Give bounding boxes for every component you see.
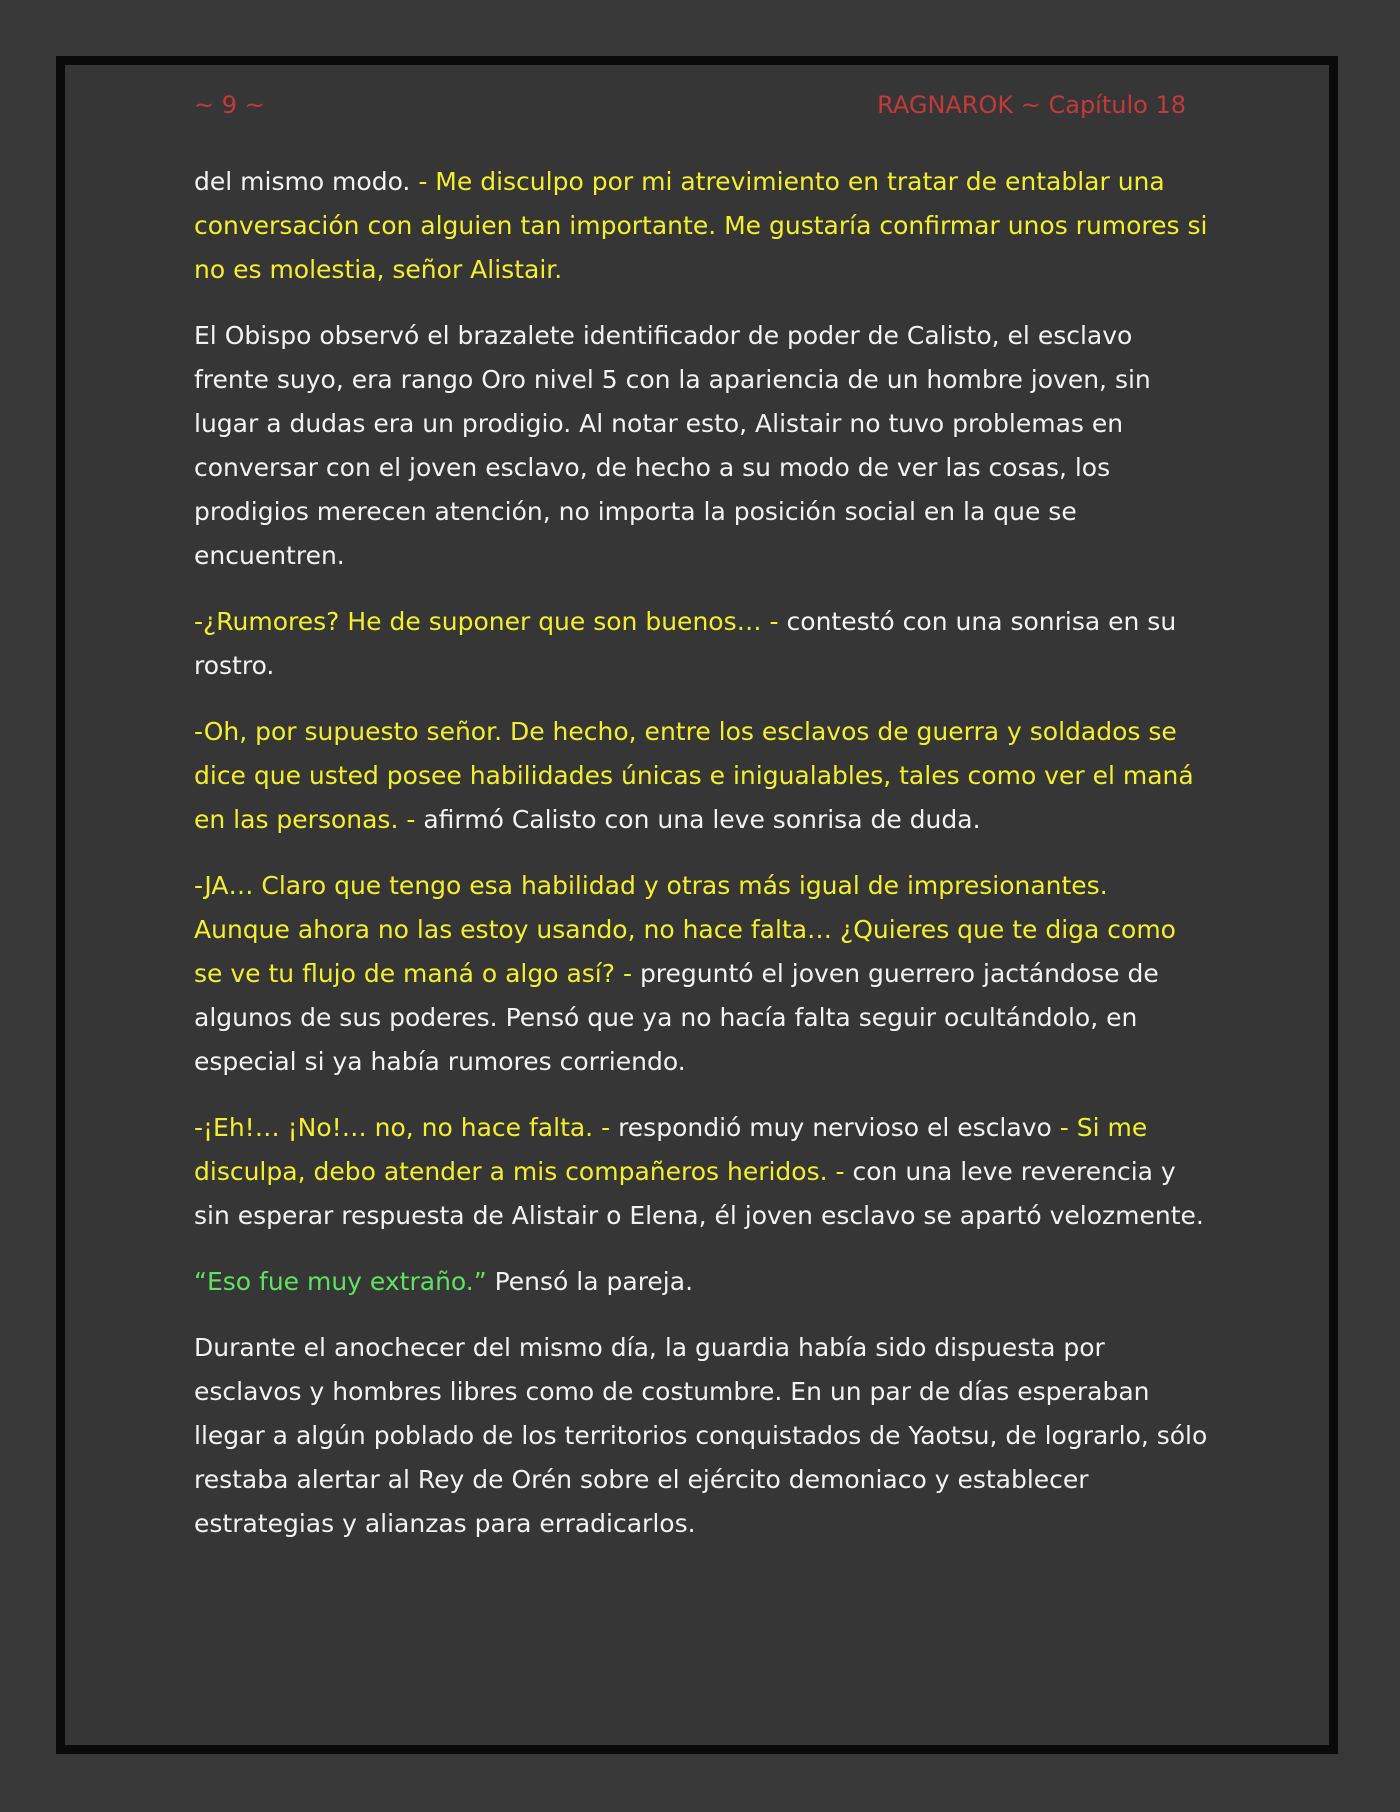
narration-text: respondió muy nervioso el esclavo	[618, 1113, 1060, 1142]
narration-text: afirmó Calisto con una leve sonrisa de duda.	[423, 805, 981, 834]
narration-text: del mismo modo.	[194, 167, 419, 196]
dialogue-text: -¡Eh!… ¡No!… no, no hace falta. -	[194, 1113, 619, 1142]
page-body	[194, 160, 1209, 1568]
page-number: ~ 9 ~	[194, 91, 265, 119]
dialogue-text: -JA… Claro que tengo esa habilidad y otras más igual de impresionantes. Aunque ahora no las estoy usando, no hace falta… ¿Quieres que te diga como se ve tu flujo de maná o algo así? -	[194, 871, 1176, 988]
paragraph	[194, 600, 1209, 688]
narration-text: preguntó el joven guerrero jactándose de algunos de sus poderes. Pensó que ya no hacía falta seguir ocultándolo, en especial si ya había rumores corriendo.	[194, 959, 1159, 1076]
running-header	[194, 90, 1186, 120]
book-title: RAGNAROK ~ Capítulo 18	[877, 91, 1186, 119]
narration-text: contestó con una sonrisa en su rostro.	[194, 607, 1177, 680]
narration-text: Durante el anochecer del mismo día, la guardia había sido dispuesta por esclavos y hombres libres como de costumbre. En un par de días esperaban llegar a algún poblado de los territorios conquistados de Yaotsu, de lograrlo, sólo restaba alertar al Rey de Orén sobre el ejército demoniaco y establecer estrategias y alianzas para erradicarlos.	[194, 1333, 1208, 1538]
paragraph	[194, 160, 1209, 292]
paragraph	[194, 1260, 1209, 1304]
narration-text: Pensó la pareja.	[486, 1267, 694, 1296]
dialogue-text: - Me disculpo por mi atrevimiento en tratar de entablar una conversación con alguien tan importante. Me gustaría confirmar unos rumores si no es molestia, señor Alistair.	[194, 167, 1208, 284]
thought-text: “Eso fue muy extraño.”	[194, 1267, 487, 1296]
paragraph	[194, 1326, 1209, 1546]
dialogue-text: - Si me disculpa, debo atender a mis compañeros heridos. -	[194, 1113, 1148, 1186]
paragraph	[194, 864, 1209, 1084]
dialogue-text: -Oh, por supuesto señor. De hecho, entre los esclavos de guerra y soldados se dice que usted posee habilidades únicas e inigualables, tales como ver el maná en las personas. -	[194, 717, 1194, 834]
narration-text: El Obispo observó el brazalete identificador de poder de Calisto, el esclavo frente suyo, era rango Oro nivel 5 con la apariencia de un hombre joven, sin lugar a dudas era un prodigio. Al notar esto, Alistair no tuvo problemas en conversar con el joven esclavo, de hecho a su modo de ver las cosas, los prodigios merecen atención, no importa la posición social en la que se encuentren.	[194, 321, 1151, 570]
dialogue-text: -¿Rumores? He de suponer que son buenos… -	[194, 607, 787, 636]
paragraph	[194, 314, 1209, 578]
paragraph	[194, 710, 1209, 842]
narration-text: con una leve reverencia y sin esperar respuesta de Alistair o Elena, él joven esclavo se apartó velozmente.	[194, 1157, 1204, 1230]
paragraph	[194, 1106, 1209, 1238]
